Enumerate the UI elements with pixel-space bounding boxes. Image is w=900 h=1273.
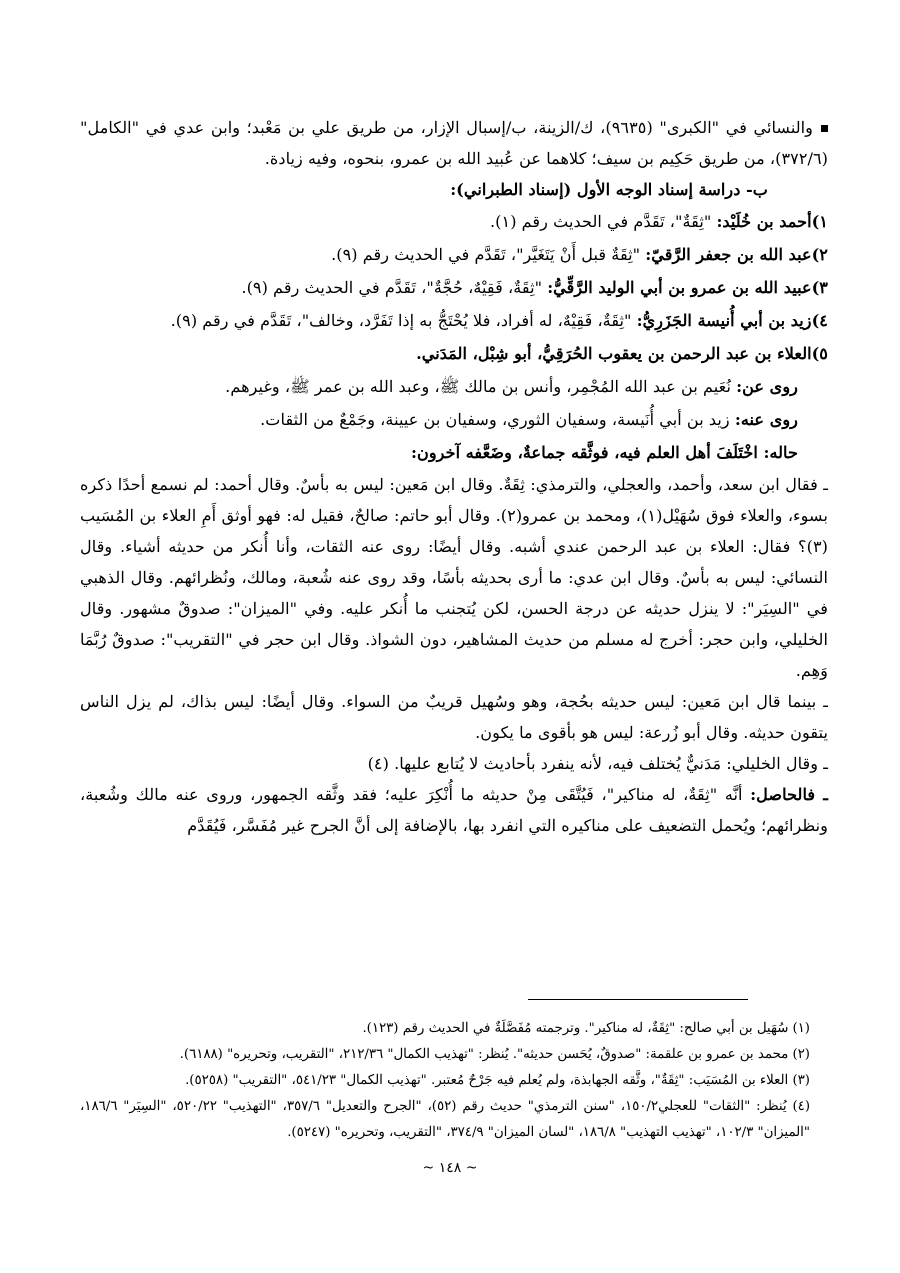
- page-number: ~ ١٤٨ ~: [422, 1160, 478, 1176]
- footnote-2: (٢) محمد بن عمرو بن علقمة: "صدوقٌ، يُحَسن حديثه". يُنظر: "تهذيب الكمال" ٢١٢/٣٦، "التقريب، وتحريره" (٦١٨٨).: [179, 1047, 810, 1062]
- hal-line: حاله: اخْتَلَفَ أهل العلم فيه، فوثَّقه جماعةٌ، وضَعَّفه آخرون:: [411, 443, 798, 462]
- paragraph-4: ـ فالحاصل: أنَّه "ثِقَةٌ، له مناكير"، فَيُتَّقَى مِنْ حديثه ما أُنْكِرَ عليه؛ فقد وثَّقه الجمهور، وروى عنه مالك وشُعبة، ونظرائهم؛ ويُحمل التضعيف على مناكيره التي انفرد بها، بالإضافة إلى أنَّ الجرح غير مُفَسَّر، فَيُقَدَّم: [80, 785, 828, 835]
- footnote-3: (٣) العلاء بن المُسَيَب: "ثِقَةٌ"، وثَّقه الجهابذة، ولم يُعلم فيه جَرْحٌ مُعتبر. "تهذيب الكمال" ٥٤١/٢٣، "التقريب" (٥٢٥٨).: [185, 1073, 810, 1088]
- section-heading: ب- دراسة إسناد الوجه الأول (إسناد الطبراني):: [450, 180, 768, 199]
- narrator-3: ٣)عبيد الله بن عمرو بن أبي الوليد الرَّقِّيُّ: "ثِقَةٌ، فَقِيْهٌ، حُجَّةٌ"، تَقَدَّم في الحديث رقم (٩).: [241, 278, 828, 297]
- paragraph-3: ـ وقال الخليلي: مَدَنيٌّ يُختلف فيه، لأنه ينفرد بأحاديث لا يُتابع عليها. (٤): [367, 754, 828, 773]
- footnote-1: (١) سُهَيل بن أبي صالح: "ثِقَةٌ، له مناكير". وترجمته مُفَصَّلَةٌ في الحديث رقم (١٢٣).: [362, 1021, 810, 1036]
- rawa-an-line: روى عن: نُعَيم بن عبد الله المُجْمِر، وأنس بن مالك ﷺ، وعبد الله بن عمر ﷺ، وغيرهم.: [225, 377, 798, 396]
- footnote-divider: [528, 999, 748, 1000]
- footnotes: [80, 1016, 828, 1146]
- rawa-anhu-line: روى عنه: زيد بن أبي أُنَيسة، وسفيان الثوري، وسفيان بن عيينة، وجَمْعٌ من الثقات.: [260, 410, 798, 429]
- narrator-4: ٤)زيد بن أبي أُنيسة الجَزَرِيُّ: "ثِقَةٌ، فَقِيْهٌ، له أفراد، فلا يُحْتَجُّ به إذا تَفَرَّد، وخالف"، تَقَدَّم في رقم (٩).: [170, 311, 828, 330]
- square-bullet-icon: [821, 125, 828, 132]
- paragraph-1: ـ فقال ابن سعد، وأحمد، والعجلي، والترمذي: ثِقَةٌ. وقال ابن مَعين: ليس به بأسٌ. وقال أحمد: لم نسمع أحدًا ذكره بسوء، والعلاء فوق سُهَيْل(١)، ومحمد بن عمرو(٢). وقال أبو حاتم: صالحٌ، فقيل له: فهو أوثق أَمِ العلاء بن المُسَيب (٣)؟ فقال: العلاء بن عبد الرحمن عندي أشبه. وقال أيضًا: روى عنه الثقات، وأنا أُنكر من حديثه أشياء. وقال النسائي: ليس به بأسٌ. وقال ابن عدي: ما أرى بحديثه بأسًا، وقد روى عنه شُعبة، ومالك، ونُظرائهم. وقال الذهبي في "السِيَر": لا ينزل حديثه عن درجة الحسن، لكن يُتجنب ما أُنكر عليه. وفي "الميزان": صدوقٌ مشهور. وقال الخليلي، وابن حجر: أخرج له مسلم من حديث المشاهير، دون الشواذ. وقال ابن حجر في "التقريب": صدوقٌ رُبَّمَا وَهِم.: [80, 475, 829, 680]
- narrator-1: ١)أحمد بن خُلَيْد: "ثِقَةٌ"، تَقَدَّم في الحديث رقم (١).: [490, 212, 828, 231]
- paragraph-2: ـ بينما قال ابن مَعين: ليس حديثه بحُجة، وهو وسُهيل قريبٌ من السواء. وقال أيضًا: ليس بذاك، لم يزل الناس يتقون حديثه. وقال أبو زُرعة: ليس هو بأقوى ما يكون.: [80, 692, 828, 742]
- page-body: [80, 112, 828, 841]
- narrator-5: ٥)العلاء بن عبد الرحمن بن يعقوب الحُرَقِيُّ، أبو شِبْل، المَدَني.: [416, 344, 828, 363]
- intro-paragraph: والنسائي في "الكبرى" (٩٦٣٥)، ك/الزينة، ب/إسبال الإزار، من طريق علي بن مَعْبد؛ وابن عدي في "الكامل" (٣٧٢/٦)، من طريق حَكِيم بن سيف؛ كلاهما عن عُبيد الله بن عمرو، بنحوه، وفيه زيادة.: [80, 118, 828, 168]
- narrator-2: ٢)عبد الله بن جعفر الرَّقيّ: "ثِقَةٌ قبل أَنْ يَتَغَيَّر"، تَقَدَّم في الحديث رقم (٩).: [331, 245, 828, 264]
- footnote-4: (٤) يُنظر: "الثقات" للعجلي١٥٠/٢، "سنن الترمذي" حديث رقم (٥٢)، "الجرح والتعديل" ٣٥٧/٦، "التهذيب" ٥٢٠/٢٢، "السِيَر" ١٨٦/٦، "الميزان" ١٠٢/٣، "تهذيب التهذيب" ١٨٦/٨، "لسان الميزان" ٣٧٤/٩، "التقريب، وتحريره" (٥٢٤٧).: [80, 1099, 811, 1140]
